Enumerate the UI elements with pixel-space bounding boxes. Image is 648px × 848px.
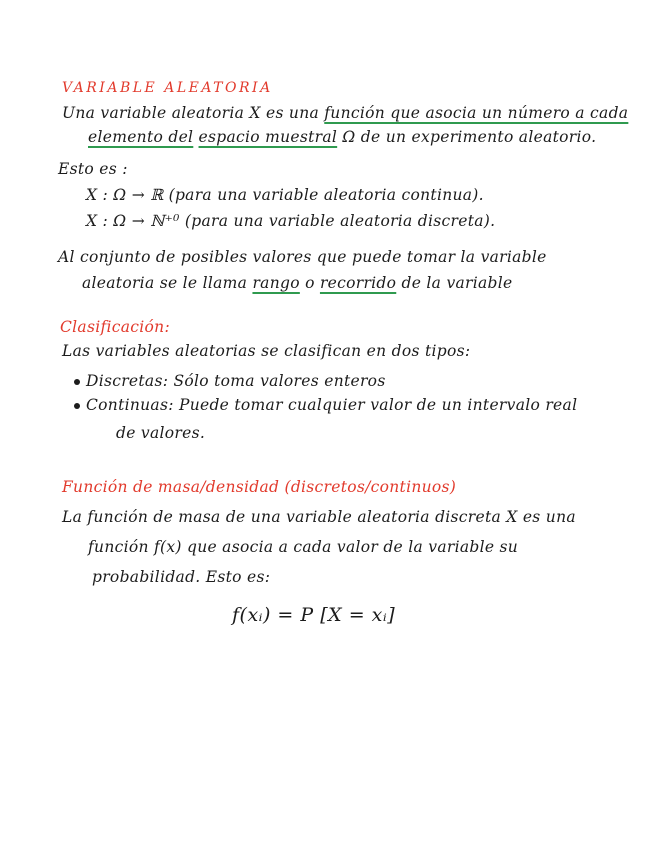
map-continuous: X : Ω → ℝ (para una variable aleatoria continua). [86,186,484,204]
bullet-continuas [74,396,577,414]
rango-prefix: aleatoria se le llama [82,274,253,292]
clasificacion-title: Clasificación: [60,318,170,336]
rango-line-1: Al conjunto de posibles valores que puede tomar la variable [58,248,547,266]
definition-underlined-1: función que asocia un número a cada [324,104,629,122]
funcion-title: Función de masa/densidad (discretos/continuos) [62,478,457,496]
bullet-dot [74,403,80,409]
definition-line-2 [88,128,596,146]
esto-es-label: Esto es : [58,160,128,178]
masa-line-3: probabilidad. Esto es: [92,568,271,586]
recorrido-word: recorrido [319,274,397,292]
definition-line-1 [62,104,628,122]
map-discrete: X : Ω → ℕ⁺⁰ (para una variable aleatoria discreta). [86,212,496,230]
definition-suffix: Ω de un experimento aleatorio. [337,128,597,146]
rango-word: rango [252,274,300,292]
masa-line-2: función f(x) que asocia a cada valor de la variable su [88,538,519,556]
definition-underlined-2b: espacio muestral [198,128,338,146]
rango-suffix: de la variable [396,274,513,292]
bullet-continuas-cont: de valores. [116,424,206,442]
bullet-discretas-text: Discretas: Sólo toma valores enteros [86,372,386,390]
bullet-discretas [74,372,386,390]
definition-underlined-2a: elemento del [88,128,194,146]
mass-function-formula: f(xᵢ) = P [X = xᵢ] [232,604,396,626]
clasificacion-intro: Las variables aleatorias se clasifican en dos tipos: [62,342,471,360]
bullet-dot [74,379,80,385]
variable-aleatoria-title: VARIABLE ALEATORIA [62,80,273,96]
rango-line-2 [82,274,513,292]
definition-prefix: Una variable aleatoria X es una [62,104,325,122]
rango-connector: o [299,274,320,292]
bullet-continuas-text: Continuas: Puede tomar cualquier valor de un intervalo real [86,396,578,414]
masa-line-1: La función de masa de una variable aleatoria discreta X es una [62,508,576,526]
